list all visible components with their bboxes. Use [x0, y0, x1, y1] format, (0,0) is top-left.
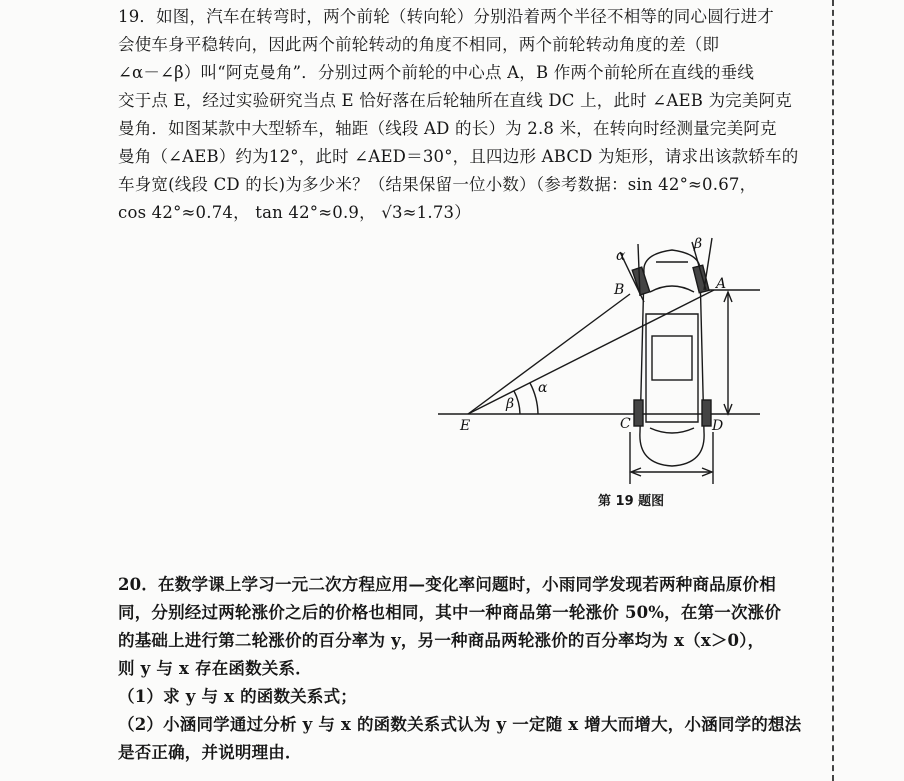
label-E: E — [460, 418, 471, 434]
binding-margin-line — [832, 0, 834, 781]
car-body — [640, 250, 704, 466]
q20-subquestion-2: （2）小涵同学通过分析 y 与 x 的函数关系式认为 y 一定随 x 增大而增大，小涵同学的想法 — [118, 715, 802, 734]
figure-caption: 第 19 题图 — [598, 494, 665, 509]
q19-line-6: 曼角（∠AEB）约为12°，此时 ∠AED＝30°，且四边形 ABCD 为矩形，请求出该款轿车的 — [118, 147, 799, 166]
label-B: B — [614, 282, 625, 298]
label-alpha: α — [538, 380, 548, 396]
label-beta-top: β — [694, 236, 703, 252]
q19-line-7: 车身宽(线段 CD 的长)为多少米？（结果保留一位小数）（参考数据：sin 42°≈0.67， — [118, 175, 757, 194]
wheel-B — [632, 267, 650, 295]
q19-line-2: 会使车身平稳转向，因此两个前轮转动的角度不相同，两个前轮转动角度的差（即 — [118, 35, 720, 54]
q19-line-4: 交于点 E，经过实验研究当点 E 恰好落在后轮轴所在直线 DC 上，此时 ∠AEB 为完美阿克 — [118, 91, 792, 110]
line-EB — [468, 294, 630, 414]
label-C: C — [620, 416, 631, 432]
q20-line-2: 同，分别经过两轮涨价之后的价格也相同，其中一种商品第一轮涨价 50%，在第一次涨价 — [118, 603, 782, 622]
arc-alpha — [530, 383, 538, 414]
arc-beta — [514, 391, 520, 414]
q19-line-1: 19．如图，汽车在转弯时，两个前轮（转向轮）分别沿着两个半径不相等的同心圆行进才 — [118, 7, 774, 26]
label-D: D — [712, 418, 724, 434]
q20-line-7: 是否正确，并说明理由． — [118, 743, 302, 762]
q20-line-3: 的基础上进行第二轮涨价的百分率为 y，另一种商品两轮涨价的百分率均为 x（x＞0）， — [118, 631, 765, 650]
q19-line-5: 曼角．如图某款中大型轿车，轴距（线段 AD 的长）为 2.8 米，在转向时经测量完美阿克 — [118, 119, 777, 138]
q19-line-8: cos 42°≈0.74， tan 42°≈0.9， √3≈1.73） — [118, 203, 471, 222]
wheel-D — [702, 400, 711, 426]
label-beta: β — [506, 396, 515, 412]
q20-subquestion-1: （1）求 y 与 x 的函数关系式； — [118, 687, 357, 706]
q19-line-3: ∠α－∠β）叫“阿克曼角”．分别过两个前轮的中心点 A，B 作两个前轮所在直线的垂线 — [118, 63, 755, 82]
line-EA — [468, 290, 714, 414]
label-alpha-top: α — [616, 248, 626, 264]
beta-guide-2 — [704, 238, 712, 290]
q20-line-4: 则 y 与 x 存在函数关系． — [118, 659, 312, 678]
label-A: A — [716, 276, 727, 292]
q19-figure — [430, 232, 760, 484]
q20-line-1: 20．在数学课上学习一元二次方程应用—变化率问题时，小雨同学发现若两种商品原价相 — [118, 575, 776, 594]
wheel-C — [634, 400, 643, 426]
